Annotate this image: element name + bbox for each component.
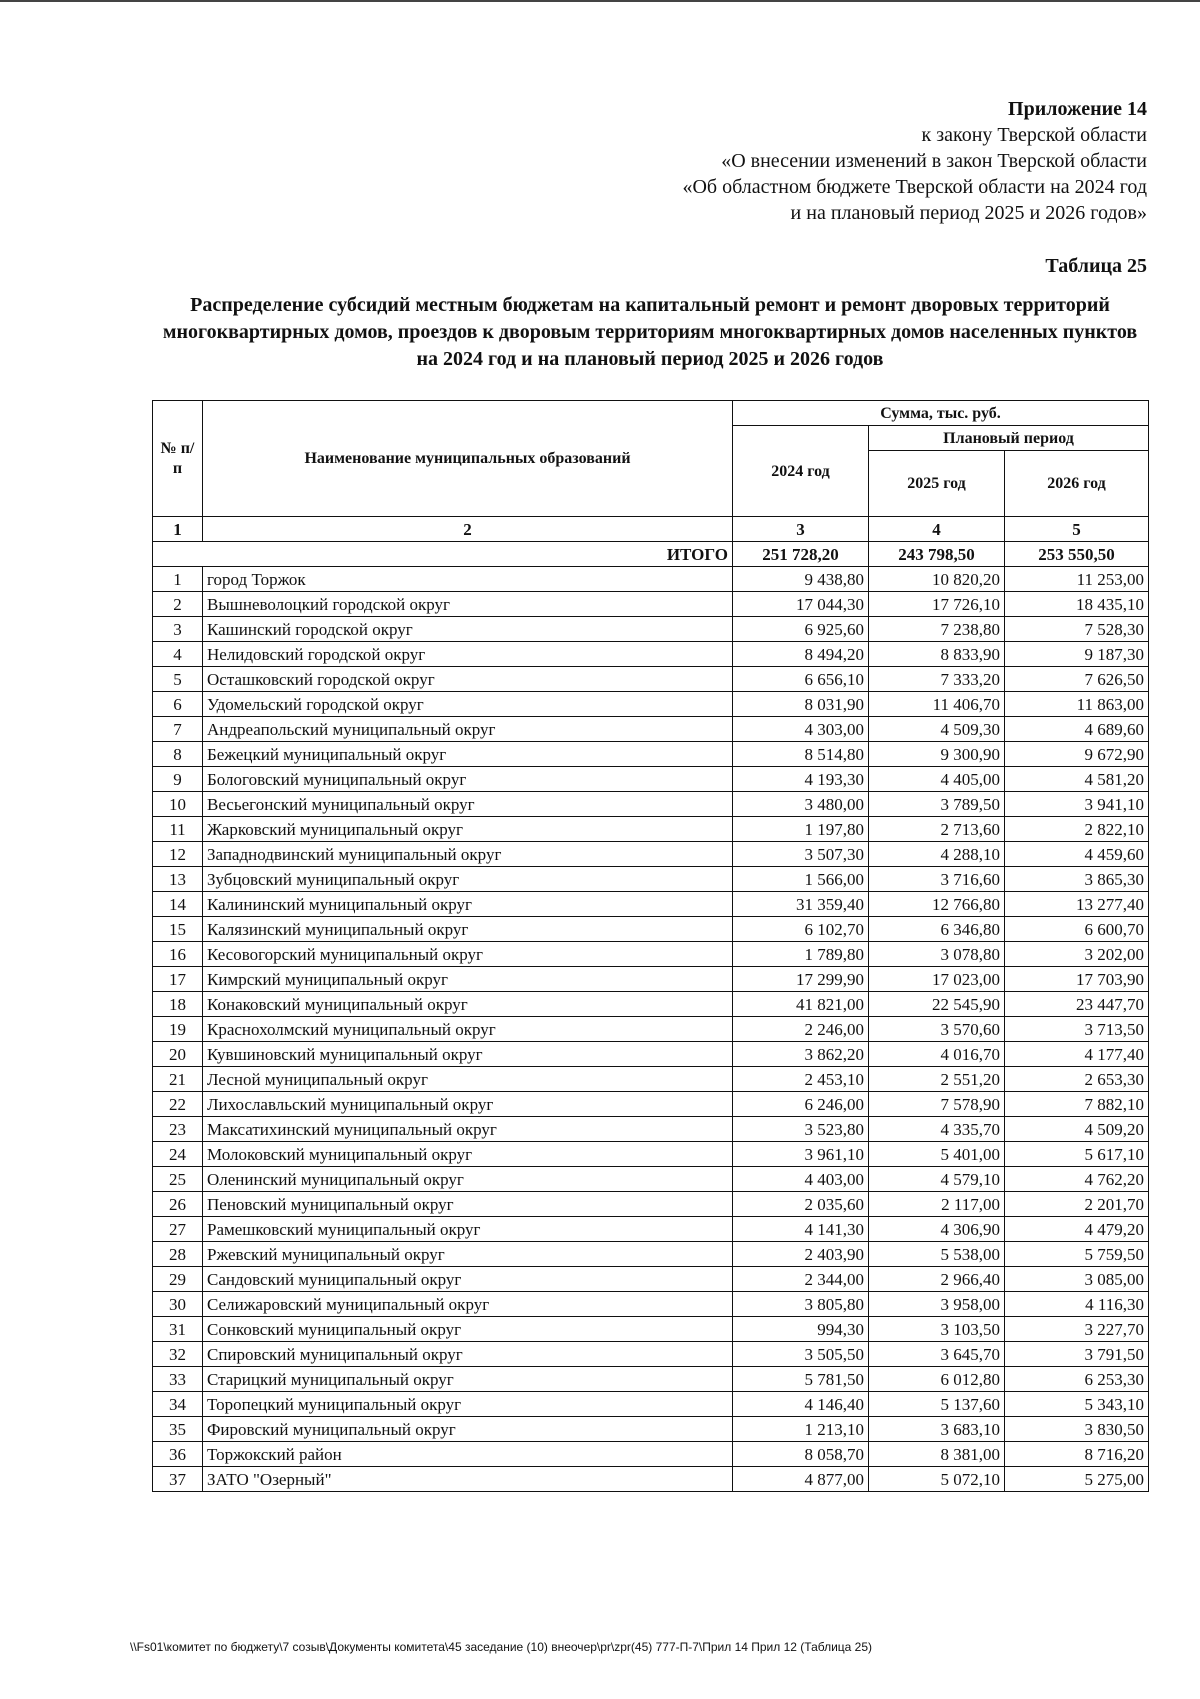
col-number: 1: [153, 517, 203, 542]
table-row: [153, 1242, 1149, 1267]
total-2026: 253 550,50: [1005, 542, 1149, 567]
row-amount-2026: 3 085,00: [1005, 1267, 1149, 1292]
row-amount-2024: 6 246,00: [733, 1092, 869, 1117]
row-amount-2025: 3 958,00: [869, 1292, 1005, 1317]
row-amount-2026: 4 116,30: [1005, 1292, 1149, 1317]
row-amount-2026: 4 689,60: [1005, 717, 1149, 742]
row-amount-2024: 1 789,80: [733, 942, 869, 967]
table-row: [153, 767, 1149, 792]
row-amount-2025: 7 578,90: [869, 1092, 1005, 1117]
row-municipality-name: Кесовогорский муниципальный округ: [203, 942, 733, 967]
row-municipality-name: Кимрский муниципальный округ: [203, 967, 733, 992]
row-amount-2026: 5 759,50: [1005, 1242, 1149, 1267]
row-amount-2025: 4 335,70: [869, 1117, 1005, 1142]
row-amount-2025: 7 333,20: [869, 667, 1005, 692]
appendix-line-3: «Об областном бюджете Тверской области на 2024 год: [682, 176, 1147, 198]
row-amount-2025: 3 683,10: [869, 1417, 1005, 1442]
row-municipality-name: Осташковский городской округ: [203, 667, 733, 692]
row-municipality-name: Жарковский муниципальный округ: [203, 817, 733, 842]
row-number: 27: [153, 1217, 203, 1242]
row-municipality-name: Кашинский городской округ: [203, 617, 733, 642]
row-amount-2025: 8 381,00: [869, 1442, 1005, 1467]
row-amount-2026: 7 528,30: [1005, 617, 1149, 642]
row-number: 10: [153, 792, 203, 817]
row-amount-2025: 2 966,40: [869, 1267, 1005, 1292]
col-number: 2: [203, 517, 733, 542]
row-amount-2025: 10 820,20: [869, 567, 1005, 592]
table-row: [153, 1342, 1149, 1367]
row-number: 14: [153, 892, 203, 917]
appendix-title: Приложение 14: [1008, 98, 1147, 120]
row-amount-2026: 2 653,30: [1005, 1067, 1149, 1092]
row-municipality-name: Кувшиновский муниципальный округ: [203, 1042, 733, 1067]
row-amount-2025: 9 300,90: [869, 742, 1005, 767]
row-number: 29: [153, 1267, 203, 1292]
row-amount-2025: 8 833,90: [869, 642, 1005, 667]
row-municipality-name: Калязинский муниципальный округ: [203, 917, 733, 942]
row-amount-2024: 3 523,80: [733, 1117, 869, 1142]
row-amount-2024: 4 193,30: [733, 767, 869, 792]
row-amount-2026: 4 459,60: [1005, 842, 1149, 867]
row-amount-2024: 2 403,90: [733, 1242, 869, 1267]
table-row: [153, 667, 1149, 692]
row-amount-2024: 6 925,60: [733, 617, 869, 642]
row-municipality-name: Торжокский район: [203, 1442, 733, 1467]
row-amount-2025: 5 401,00: [869, 1142, 1005, 1167]
row-number: 7: [153, 717, 203, 742]
row-amount-2026: 3 830,50: [1005, 1417, 1149, 1442]
total-2025: 243 798,50: [869, 542, 1005, 567]
row-number: 36: [153, 1442, 203, 1467]
row-amount-2024: 4 141,30: [733, 1217, 869, 1242]
row-amount-2026: 9 187,30: [1005, 642, 1149, 667]
row-number: 9: [153, 767, 203, 792]
row-number: 33: [153, 1367, 203, 1392]
table-row: [153, 967, 1149, 992]
row-municipality-name: Рамешковский муниципальный округ: [203, 1217, 733, 1242]
row-amount-2025: 12 766,80: [869, 892, 1005, 917]
row-amount-2024: 2 453,10: [733, 1067, 869, 1092]
row-number: 20: [153, 1042, 203, 1067]
row-municipality-name: Старицкий муниципальный округ: [203, 1367, 733, 1392]
row-amount-2025: 7 238,80: [869, 617, 1005, 642]
row-amount-2024: 5 781,50: [733, 1367, 869, 1392]
appendix-block: [682, 96, 1147, 226]
table-row: [153, 1042, 1149, 1067]
row-amount-2026: 5 343,10: [1005, 1392, 1149, 1417]
row-amount-2024: 3 480,00: [733, 792, 869, 817]
row-amount-2024: 8 514,80: [733, 742, 869, 767]
row-amount-2026: 3 227,70: [1005, 1317, 1149, 1342]
subsidy-table: [152, 400, 1149, 1492]
table-row: [153, 1367, 1149, 1392]
row-number: 1: [153, 567, 203, 592]
row-municipality-name: Нелидовский городской округ: [203, 642, 733, 667]
row-amount-2026: 6 253,30: [1005, 1367, 1149, 1392]
row-municipality-name: Западнодвинский муниципальный округ: [203, 842, 733, 867]
table-row: [153, 1417, 1149, 1442]
header-plan-period: Плановый период: [869, 426, 1149, 451]
header-num: № п/п: [153, 401, 203, 517]
row-amount-2026: 3 202,00: [1005, 942, 1149, 967]
table-row: [153, 992, 1149, 1017]
table-row: [153, 842, 1149, 867]
row-amount-2026: 3 713,50: [1005, 1017, 1149, 1042]
row-amount-2025: 17 726,10: [869, 592, 1005, 617]
row-amount-2024: 8 031,90: [733, 692, 869, 717]
row-municipality-name: Фировский муниципальный округ: [203, 1417, 733, 1442]
row-number: 6: [153, 692, 203, 717]
appendix-line-2: «О внесении изменений в закон Тверской области: [721, 150, 1147, 172]
row-amount-2026: 11 253,00: [1005, 567, 1149, 592]
row-municipality-name: Бежецкий муниципальный округ: [203, 742, 733, 767]
row-amount-2024: 8 494,20: [733, 642, 869, 667]
row-amount-2025: 3 078,80: [869, 942, 1005, 967]
table-row: [153, 567, 1149, 592]
table-row: [153, 617, 1149, 642]
row-amount-2026: 23 447,70: [1005, 992, 1149, 1017]
row-number: 3: [153, 617, 203, 642]
row-amount-2026: 11 863,00: [1005, 692, 1149, 717]
row-amount-2026: 8 716,20: [1005, 1442, 1149, 1467]
row-amount-2024: 1 197,80: [733, 817, 869, 842]
row-amount-2026: 17 703,90: [1005, 967, 1149, 992]
row-municipality-name: Торопецкий муниципальный округ: [203, 1392, 733, 1417]
row-municipality-name: Лихославльский муниципальный округ: [203, 1092, 733, 1117]
row-number: 17: [153, 967, 203, 992]
row-amount-2025: 5 137,60: [869, 1392, 1005, 1417]
header-2025: 2025 год: [869, 451, 1005, 517]
row-amount-2024: 1 566,00: [733, 867, 869, 892]
row-municipality-name: Оленинский муниципальный округ: [203, 1167, 733, 1192]
row-municipality-name: Калининский муниципальный округ: [203, 892, 733, 917]
row-municipality-name: Конаковский муниципальный округ: [203, 992, 733, 1017]
table-row: [153, 1167, 1149, 1192]
row-amount-2024: 9 438,80: [733, 567, 869, 592]
row-number: 19: [153, 1017, 203, 1042]
table-row: [153, 1317, 1149, 1342]
row-amount-2025: 22 545,90: [869, 992, 1005, 1017]
row-amount-2025: 2 117,00: [869, 1192, 1005, 1217]
table-row: [153, 742, 1149, 767]
row-amount-2024: 3 805,80: [733, 1292, 869, 1317]
row-amount-2026: 4 581,20: [1005, 767, 1149, 792]
row-number: 34: [153, 1392, 203, 1417]
row-number: 16: [153, 942, 203, 967]
total-label: ИТОГО: [153, 542, 733, 567]
table-row: [153, 1092, 1149, 1117]
table-row: [153, 1017, 1149, 1042]
col-number: 5: [1005, 517, 1149, 542]
row-municipality-name: Бологовский муниципальный округ: [203, 767, 733, 792]
row-amount-2024: 8 058,70: [733, 1442, 869, 1467]
row-amount-2024: 2 035,60: [733, 1192, 869, 1217]
scan-edge-line: [0, 0, 1200, 2]
total-row: [153, 542, 1149, 567]
row-number: 35: [153, 1417, 203, 1442]
row-amount-2024: 3 507,30: [733, 842, 869, 867]
row-municipality-name: Андреапольский муниципальный округ: [203, 717, 733, 742]
row-amount-2025: 4 405,00: [869, 767, 1005, 792]
row-number: 30: [153, 1292, 203, 1317]
table-row: [153, 1192, 1149, 1217]
table-label: Таблица 25: [1045, 255, 1147, 277]
row-amount-2024: 3 961,10: [733, 1142, 869, 1167]
row-amount-2025: 3 645,70: [869, 1342, 1005, 1367]
row-number: 31: [153, 1317, 203, 1342]
row-number: 15: [153, 917, 203, 942]
row-amount-2025: 4 288,10: [869, 842, 1005, 867]
row-amount-2024: 6 102,70: [733, 917, 869, 942]
row-municipality-name: Спировский муниципальный округ: [203, 1342, 733, 1367]
row-amount-2024: 4 877,00: [733, 1467, 869, 1492]
row-municipality-name: город Торжок: [203, 567, 733, 592]
row-municipality-name: Селижаровский муниципальный округ: [203, 1292, 733, 1317]
row-number: 18: [153, 992, 203, 1017]
header-2024: 2024 год: [733, 426, 869, 517]
row-amount-2026: 13 277,40: [1005, 892, 1149, 917]
row-amount-2025: 4 306,90: [869, 1217, 1005, 1242]
row-municipality-name: Пеновский муниципальный округ: [203, 1192, 733, 1217]
col-number: 4: [869, 517, 1005, 542]
row-number: 25: [153, 1167, 203, 1192]
row-amount-2026: 2 822,10: [1005, 817, 1149, 842]
row-amount-2024: 17 299,90: [733, 967, 869, 992]
row-amount-2026: 7 882,10: [1005, 1092, 1149, 1117]
row-amount-2024: 4 403,00: [733, 1167, 869, 1192]
row-number: 24: [153, 1142, 203, 1167]
table-row: [153, 642, 1149, 667]
table-row: [153, 1217, 1149, 1242]
row-municipality-name: Удомельский городской округ: [203, 692, 733, 717]
table-row: [153, 1142, 1149, 1167]
table-row: [153, 692, 1149, 717]
row-amount-2026: 3 865,30: [1005, 867, 1149, 892]
row-amount-2025: 6 346,80: [869, 917, 1005, 942]
row-number: 11: [153, 817, 203, 842]
table-row: [153, 942, 1149, 967]
row-amount-2025: 3 716,60: [869, 867, 1005, 892]
row-number: 21: [153, 1067, 203, 1092]
row-amount-2024: 3 862,20: [733, 1042, 869, 1067]
row-number: 4: [153, 642, 203, 667]
col-number: 3: [733, 517, 869, 542]
table-row: [153, 792, 1149, 817]
row-municipality-name: ЗАТО "Озерный": [203, 1467, 733, 1492]
appendix-line-4: и на плановый период 2025 и 2026 годов»: [790, 202, 1147, 224]
header-2026: 2026 год: [1005, 451, 1149, 517]
row-amount-2024: 1 213,10: [733, 1417, 869, 1442]
row-amount-2025: 6 012,80: [869, 1367, 1005, 1392]
row-amount-2024: 41 821,00: [733, 992, 869, 1017]
row-amount-2025: 5 072,10: [869, 1467, 1005, 1492]
appendix-line-1: к закону Тверской области: [921, 124, 1147, 146]
row-amount-2025: 17 023,00: [869, 967, 1005, 992]
total-2024: 251 728,20: [733, 542, 869, 567]
row-municipality-name: Сандовский муниципальный округ: [203, 1267, 733, 1292]
row-number: 13: [153, 867, 203, 892]
row-amount-2025: 4 579,10: [869, 1167, 1005, 1192]
table-row: [153, 1067, 1149, 1092]
table-row: [153, 1392, 1149, 1417]
row-amount-2025: 4 016,70: [869, 1042, 1005, 1067]
row-amount-2026: 4 479,20: [1005, 1217, 1149, 1242]
table-row: [153, 592, 1149, 617]
row-amount-2024: 17 044,30: [733, 592, 869, 617]
row-municipality-name: Краснохолмский муниципальный округ: [203, 1017, 733, 1042]
row-municipality-name: Ржевский муниципальный округ: [203, 1242, 733, 1267]
row-amount-2026: 5 617,10: [1005, 1142, 1149, 1167]
row-number: 28: [153, 1242, 203, 1267]
row-municipality-name: Зубцовский муниципальный округ: [203, 867, 733, 892]
row-amount-2026: 4 177,40: [1005, 1042, 1149, 1067]
table-row: [153, 867, 1149, 892]
row-amount-2026: 6 600,70: [1005, 917, 1149, 942]
row-number: 8: [153, 742, 203, 767]
row-amount-2025: 4 509,30: [869, 717, 1005, 742]
row-amount-2026: 7 626,50: [1005, 667, 1149, 692]
document-title: Распределение субсидий местным бюджетам на капитальный ремонт и ремонт дворовых территорий многоквартирных домов, проездов к дворовым территориям многоквартирных домов населенных пунктов на 2024 год и на плановый период 2025 и 2026 годов: [162, 294, 1138, 370]
row-amount-2025: 11 406,70: [869, 692, 1005, 717]
row-amount-2025: 5 538,00: [869, 1242, 1005, 1267]
table-row: [153, 1117, 1149, 1142]
row-amount-2026: 9 672,90: [1005, 742, 1149, 767]
row-amount-2024: 6 656,10: [733, 667, 869, 692]
table-row: [153, 892, 1149, 917]
header-name: Наименование муниципальных образований: [203, 401, 733, 517]
row-municipality-name: Вышневолоцкий городской округ: [203, 592, 733, 617]
row-number: 23: [153, 1117, 203, 1142]
row-amount-2025: 3 570,60: [869, 1017, 1005, 1042]
row-amount-2025: 3 789,50: [869, 792, 1005, 817]
row-amount-2024: 2 246,00: [733, 1017, 869, 1042]
row-amount-2024: 31 359,40: [733, 892, 869, 917]
row-amount-2024: 3 505,50: [733, 1342, 869, 1367]
row-number: 26: [153, 1192, 203, 1217]
row-amount-2025: 2 551,20: [869, 1067, 1005, 1092]
table-row: [153, 1442, 1149, 1467]
row-municipality-name: Сонковский муниципальный округ: [203, 1317, 733, 1342]
row-number: 5: [153, 667, 203, 692]
row-number: 37: [153, 1467, 203, 1492]
column-number-row: [153, 517, 1149, 542]
table-row: [153, 1467, 1149, 1492]
row-number: 12: [153, 842, 203, 867]
row-municipality-name: Молоковский муниципальный округ: [203, 1142, 733, 1167]
row-amount-2026: 4 509,20: [1005, 1117, 1149, 1142]
table-row: [153, 917, 1149, 942]
row-amount-2026: 5 275,00: [1005, 1467, 1149, 1492]
row-amount-2026: 2 201,70: [1005, 1192, 1149, 1217]
row-amount-2024: 4 303,00: [733, 717, 869, 742]
header-sum: Сумма, тыс. руб.: [733, 401, 1149, 426]
table-row: [153, 1267, 1149, 1292]
row-municipality-name: Весьегонский муниципальный округ: [203, 792, 733, 817]
footer-file-path: \\Fs01\комитет по бюджету\7 созыв\Документы комитета\45 заседание (10) внеочер\pr\zpr(45) 777-П-7\Прил 14 Прил 12 (Таблица 25): [130, 1640, 873, 1654]
row-amount-2026: 18 435,10: [1005, 592, 1149, 617]
row-municipality-name: Лесной муниципальный округ: [203, 1067, 733, 1092]
row-amount-2024: 2 344,00: [733, 1267, 869, 1292]
row-amount-2025: 2 713,60: [869, 817, 1005, 842]
table-row: [153, 817, 1149, 842]
row-municipality-name: Максатихинский муниципальный округ: [203, 1117, 733, 1142]
row-number: 22: [153, 1092, 203, 1117]
table-row: [153, 717, 1149, 742]
row-amount-2025: 3 103,50: [869, 1317, 1005, 1342]
row-number: 2: [153, 592, 203, 617]
row-amount-2026: 4 762,20: [1005, 1167, 1149, 1192]
row-amount-2026: 3 941,10: [1005, 792, 1149, 817]
row-amount-2024: 4 146,40: [733, 1392, 869, 1417]
row-amount-2026: 3 791,50: [1005, 1342, 1149, 1367]
table-row: [153, 1292, 1149, 1317]
row-number: 32: [153, 1342, 203, 1367]
row-amount-2024: 994,30: [733, 1317, 869, 1342]
